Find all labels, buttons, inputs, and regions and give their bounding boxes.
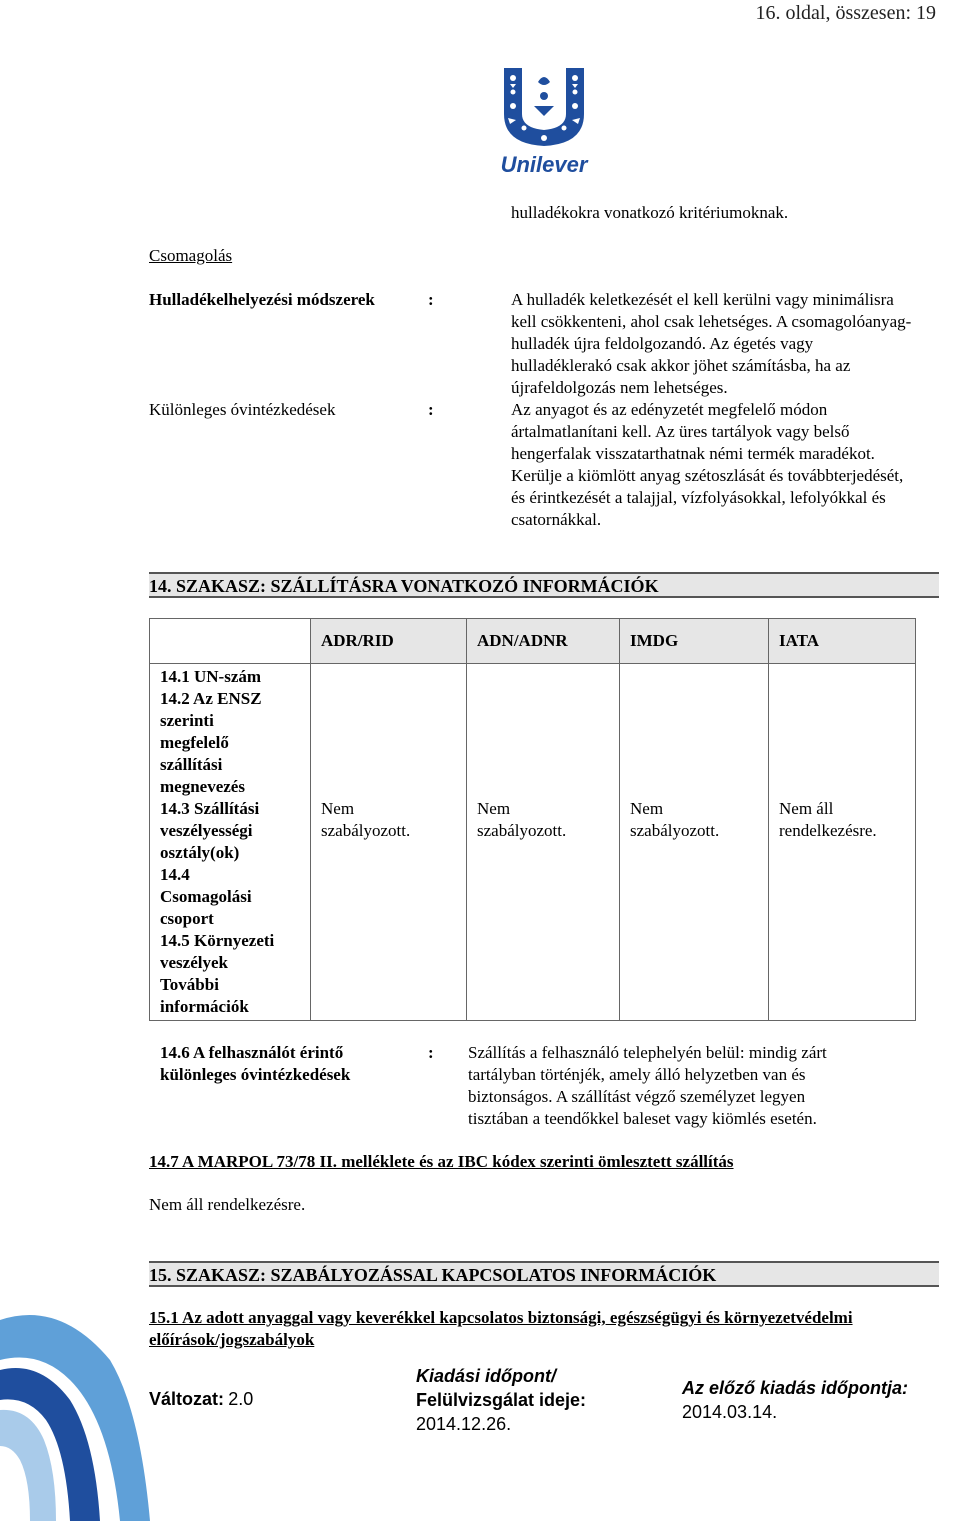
issue-label-line1: Kiadási időpont/ [416,1366,557,1386]
table-header-row [150,619,916,664]
issue-label-line2: Felülvizsgálat ideje: [416,1390,587,1410]
decorative-swoosh [0,1300,150,1521]
row-label: megnevezés [160,777,245,796]
issue-date-block [416,1364,586,1436]
row-label: 14.5 Környezeti [160,931,275,950]
transport-table [149,618,916,1021]
page-indicator: 16. oldal, összesen: 19 [755,2,936,24]
special-precautions-colon: : [428,400,434,419]
section-15-title [149,1261,939,1287]
row-label: 14.2 Az ENSZ [160,689,262,708]
version-value: 2.0 [228,1389,254,1409]
value-line: szabályozott. [477,821,567,840]
row-label: veszélyességi [160,821,253,840]
packaging-heading: Csomagolás [149,246,233,265]
label-line: különleges óvintézkedések [160,1065,351,1084]
value-line: szabályozott. [321,821,411,840]
user-precautions-text [468,1042,908,1130]
section-14-title [149,572,939,598]
row-label: információk [160,997,249,1016]
text-line: és érintkezését a talajjal, vízfolyásokkal, lefolyókkal és [511,488,886,507]
adr-rid-value [311,664,467,1021]
marpol-heading: 14.7 A MARPOL 73/78 II. melléklete és az IBC kódex szerinti ömlesztett szállítás [149,1152,734,1171]
column-imdg: IMDG [620,619,769,664]
column-adn-adnr: ADN/ADNR [467,619,620,664]
iata-value [769,664,916,1021]
user-precautions-label [160,1042,350,1086]
text-line: hengerfalak visszatarthatnak némi termék maradékot. [511,444,875,463]
section-15-title-text: 15. SZAKASZ: SZABÁLYOZÁSSAL KAPCSOLATOS INFORMÁCIÓK [149,1265,717,1285]
special-precautions-label: Különleges óvintézkedések [149,400,336,419]
marpol-text: Nem áll rendelkezésre. [149,1195,306,1214]
imdg-value [620,664,769,1021]
row-label: csoport [160,909,214,928]
value-line: Nem áll [779,799,834,818]
row-label: szállítási [160,755,223,774]
user-precautions-colon: : [428,1043,434,1062]
text-line: újrafeldolgozás nem lehetséges. [511,378,728,397]
disposal-methods-colon: : [428,290,434,309]
table-corner [150,619,311,664]
section-15-subheading [149,1307,949,1351]
adn-adnr-value [467,664,620,1021]
row-labels-cell [150,664,311,1021]
intro-continuation: hulladékokra vonatkozó kritériumoknak. [511,203,789,222]
label-line: 14.6 A felhasználót érintő [160,1043,344,1062]
text-line: ártalmatlanítani kell. Az üres tartályok vagy belső [511,422,850,441]
version-label: Változat: [149,1389,225,1409]
value-line: szabályozott. [630,821,720,840]
table-row [150,664,916,1021]
logo-wordmark: Unilever [500,152,588,177]
swoosh-graphic-icon [0,1300,150,1521]
row-label: 14.3 Szállítási [160,799,260,818]
value-line: Nem [321,799,355,818]
row-label: szerinti [160,711,214,730]
unilever-u-mark-icon [494,62,594,180]
text-line: hulladéklerakó csak akkor jöhet számításba, ha az [511,356,851,375]
text-line: biztonságos. A szállítást végző személyzet legyen [468,1087,806,1106]
text-line: csatornákkal. [511,510,602,529]
version-block [149,1388,253,1411]
row-label: osztály(ok) [160,843,240,862]
value-line: rendelkezésre. [779,821,877,840]
value-line: Nem [630,799,664,818]
subheading-line: 15.1 Az adott anyaggal vagy keverékkel kapcsolatos biztonsági, egészségügyi és környezetvédelmi [149,1308,853,1327]
text-line: Kerülje a kiömlött anyag szétoszlását és továbbterjedését, [511,466,904,485]
text-line: hulladék újra feldolgozandó. Az égetés vagy [511,334,814,353]
unilever-logo [494,62,594,180]
text-line: kell csökkenteni, ahol csak lehetséges. A csomagolóanyag- [511,312,912,331]
special-precautions-text [511,399,951,531]
column-iata: IATA [769,619,916,664]
disposal-methods-text [511,289,951,399]
text-line: A hulladék keletkezését el kell kerülni vagy minimálisra [511,290,894,309]
subheading-line: előírások/jogszabályok [149,1330,315,1349]
value-line: Nem [477,799,511,818]
section-14-title-text: 14. SZAKASZ: SZÁLLÍTÁSRA VONATKOZÓ INFORMÁCIÓK [149,576,659,596]
row-label: veszélyek [160,953,228,972]
text-line: Szállítás a felhasználó telephelyén belül: mindig zárt [468,1043,827,1062]
text-line: Az anyagot és az edényzetét megfelelő módon [511,400,828,419]
text-line: tartályban történjék, amely álló helyzetben van és [468,1065,806,1084]
row-label: megfelelő [160,733,229,752]
text-line: tisztában a teendőkkel baleset vagy kiömlés esetén. [468,1109,817,1128]
column-adr-rid: ADR/RID [311,619,467,664]
row-label: 14.4 [160,865,190,884]
previous-date-value: 2014.03.14. [682,1402,778,1422]
disposal-methods-label: Hulladékelhelyezési módszerek [149,290,375,309]
row-label: 14.1 UN-szám [160,667,262,686]
row-label: További [160,975,219,994]
previous-date-block [682,1376,908,1424]
previous-date-label: Az előző kiadás időpontja: [682,1378,909,1398]
row-label: Csomagolási [160,887,252,906]
issue-date-value: 2014.12.26. [416,1414,512,1434]
